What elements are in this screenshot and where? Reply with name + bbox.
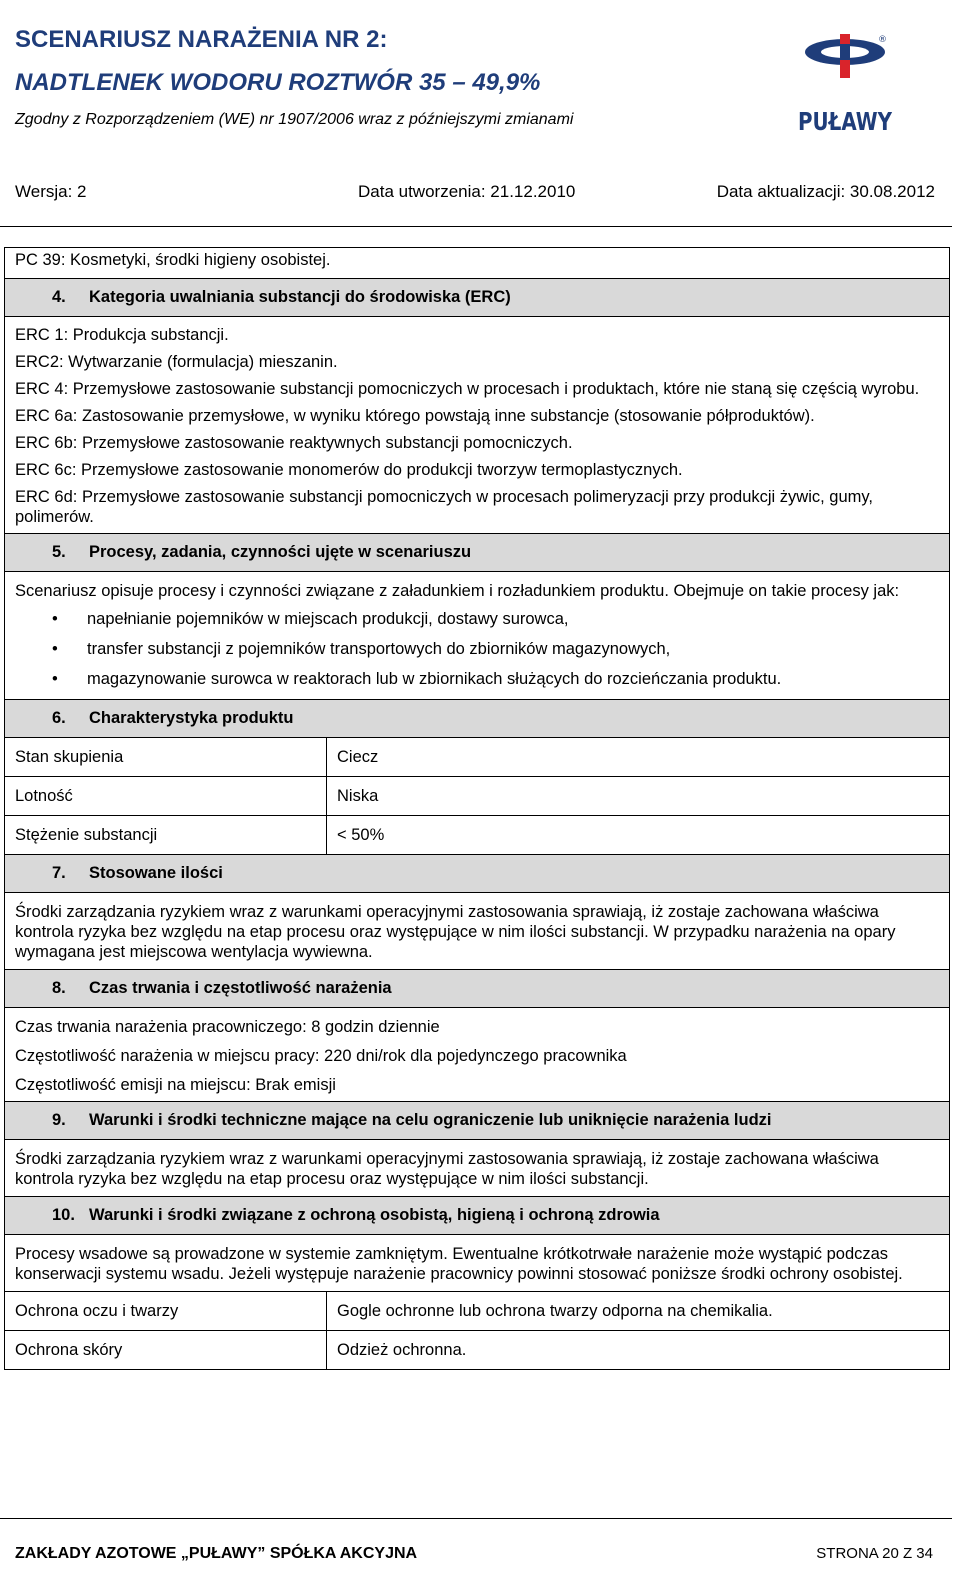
protection-value: Odzież ochronna. xyxy=(337,1341,467,1359)
intro-row xyxy=(5,248,949,279)
property-value: Ciecz xyxy=(337,748,379,766)
section-number: 8. xyxy=(52,979,66,997)
section-4-header xyxy=(5,279,949,317)
exposure-item: Częstotliwość narażenia w miejscu pracy: 220 dni/rok dla pojedynczego pracownika xyxy=(15,1047,627,1065)
section-number: 9. xyxy=(52,1111,66,1129)
page-number: STRONA 20 Z 34 xyxy=(816,1545,933,1562)
list-item: • magazynowanie surowca w reaktorach lub w zbiornikach służących do rozcieńczania produktu. xyxy=(15,669,939,689)
property-value: Niska xyxy=(337,787,379,805)
section-number: 7. xyxy=(52,864,66,882)
table-row xyxy=(5,1331,949,1370)
property-label: Stężenie substancji xyxy=(5,816,327,854)
exposure-item: Czas trwania narażenia pracowniczego: 8 godzin dziennie xyxy=(15,1018,440,1036)
section-5-body xyxy=(5,572,949,700)
section-9-text: Środki zarządzania ryzykiem wraz z warunkami operacyjnymi zastosowania sprawiają, iż zostaje zachowana właściwa kontrola ryzyka bez względu na etap procesu oraz występujące w nim ilości substancji. xyxy=(15,1150,879,1188)
section-5-header xyxy=(5,534,949,572)
logo-wordmark: PUŁAWY xyxy=(798,107,893,136)
process-list xyxy=(15,609,939,689)
pulawy-logo-icon xyxy=(790,30,900,140)
doc-subtitle-product: NADTLENEK WODORU ROZTWÓR 35 – 49,9% xyxy=(15,69,541,96)
table-row xyxy=(5,777,949,816)
section-10-text: Procesy wsadowe są prowadzone w systemie zamkniętym. Ewentualne krótkotrwałe narażenie może wystąpić podczas konserwacji systemu wsadu. Jeżeli występuje narażenie pracownicy powinni stosować poniższe środki ochrony osobistej. xyxy=(15,1245,903,1283)
doc-title: SCENARIUSZ NARAŻENIA NR 2: xyxy=(15,26,388,53)
section-8-header xyxy=(5,970,949,1008)
protection-label: Ochrona oczu i twarzy xyxy=(5,1292,327,1330)
section-7-text: Środki zarządzania ryzykiem wraz z warunkami operacyjnymi zastosowania sprawiają, iż zostaje zachowana właściwa kontrola ryzyka bez względu na etap procesu oraz występujące w nim ilości substancji. W przypadku narażenia na opary wymagana jest miejscowa wentylacja wywiewna. xyxy=(15,903,896,961)
version: Wersja: 2 xyxy=(15,182,87,201)
table-row xyxy=(5,738,949,777)
section-5-text: Scenariusz opisuje procesy i czynności związane z załadunkiem i rozładunkiem produktu. Obejmuje on takie procesy jak: xyxy=(15,582,900,600)
section-10-header xyxy=(5,1197,949,1235)
section-number: 4. xyxy=(52,288,66,306)
section-9-header xyxy=(5,1102,949,1140)
table-row xyxy=(5,1292,949,1331)
property-label: Lotność xyxy=(5,777,327,815)
pulawy-logo xyxy=(790,30,900,140)
section-number: 10. xyxy=(52,1206,75,1224)
erc-item: ERC 6b: Przemysłowe zastosowanie reaktywnych substancji pomocniczych. xyxy=(15,434,573,452)
section-title: Warunki i środki techniczne mające na celu ograniczenie lub uniknięcie narażenia ludzi xyxy=(89,1111,772,1129)
section-4-body xyxy=(5,317,949,534)
updated-date: Data aktualizacji: 30.08.2012 xyxy=(716,182,935,201)
erc-item: ERC2: Wytwarzanie (formulacja) mieszanin. xyxy=(15,353,338,371)
section-title: Kategoria uwalniania substancji do środowiska (ERC) xyxy=(89,288,511,306)
section-title: Warunki i środki związane z ochroną osobistą, higieną i ochroną zdrowia xyxy=(89,1206,660,1224)
section-6-header xyxy=(5,700,949,738)
footer-divider xyxy=(0,1518,952,1519)
section-8-body xyxy=(5,1008,949,1102)
list-item: • transfer substancji z pojemników transportowych do zbiorników magazynowych, xyxy=(15,639,939,659)
section-title: Czas trwania i częstotliwość narażenia xyxy=(89,979,392,997)
regulation-note: Zgodny z Rozporządzeniem (WE) nr 1907/2006 wraz z późniejszymi zmianami xyxy=(15,111,574,128)
erc-item: ERC 6c: Przemysłowe zastosowanie monomerów do produkcji tworzyw termoplastycznych. xyxy=(15,461,683,479)
erc-item: ERC 1: Produkcja substancji. xyxy=(15,326,229,344)
section-title: Stosowane ilości xyxy=(89,864,223,882)
section-number: 5. xyxy=(52,543,66,561)
registered-mark: ® xyxy=(878,35,887,45)
document-body xyxy=(4,247,950,1370)
table-row xyxy=(5,816,949,855)
footer-company: ZAKŁADY AZOTOWE „PUŁAWY” SPÓŁKA AKCYJNA xyxy=(15,1545,418,1562)
section-title: Charakterystyka produktu xyxy=(89,709,294,727)
erc-item: ERC 6a: Zastosowanie przemysłowe, w wyniku którego powstają inne substancje (stosowanie półproduktów). xyxy=(15,407,815,425)
property-value: < 50% xyxy=(337,826,385,844)
section-title: Procesy, zadania, czynności ujęte w scenariuszu xyxy=(89,543,472,561)
intro-text: PC 39: Kosmetyki, środki higieny osobistej. xyxy=(15,251,331,269)
property-label: Stan skupienia xyxy=(5,738,327,776)
section-number: 6. xyxy=(52,709,66,727)
section-7-header xyxy=(5,855,949,893)
exposure-item: Częstotliwość emisji na miejscu: Brak emisji xyxy=(15,1076,336,1094)
created-date: Data utworzenia: 21.12.2010 xyxy=(358,182,576,201)
header-divider xyxy=(0,226,952,227)
section-10-body xyxy=(5,1235,949,1292)
protection-value: Gogle ochronne lub ochrona twarzy odporna na chemikalia. xyxy=(337,1302,773,1320)
erc-item: ERC 4: Przemysłowe zastosowanie substancji pomocniczych w procesach i produktach, które nie staną się częścią wyrobu. xyxy=(15,380,920,398)
erc-item: ERC 6d: Przemysłowe zastosowanie substancji pomocniczych w procesach polimeryzacji przy produkcji żywic, gumy, polimerów. xyxy=(15,488,874,526)
list-item: • napełnianie pojemników w miejscach produkcji, dostawy surowca, xyxy=(15,609,939,629)
section-9-body xyxy=(5,1140,949,1197)
protection-label: Ochrona skóry xyxy=(5,1331,327,1369)
section-7-body xyxy=(5,893,949,970)
